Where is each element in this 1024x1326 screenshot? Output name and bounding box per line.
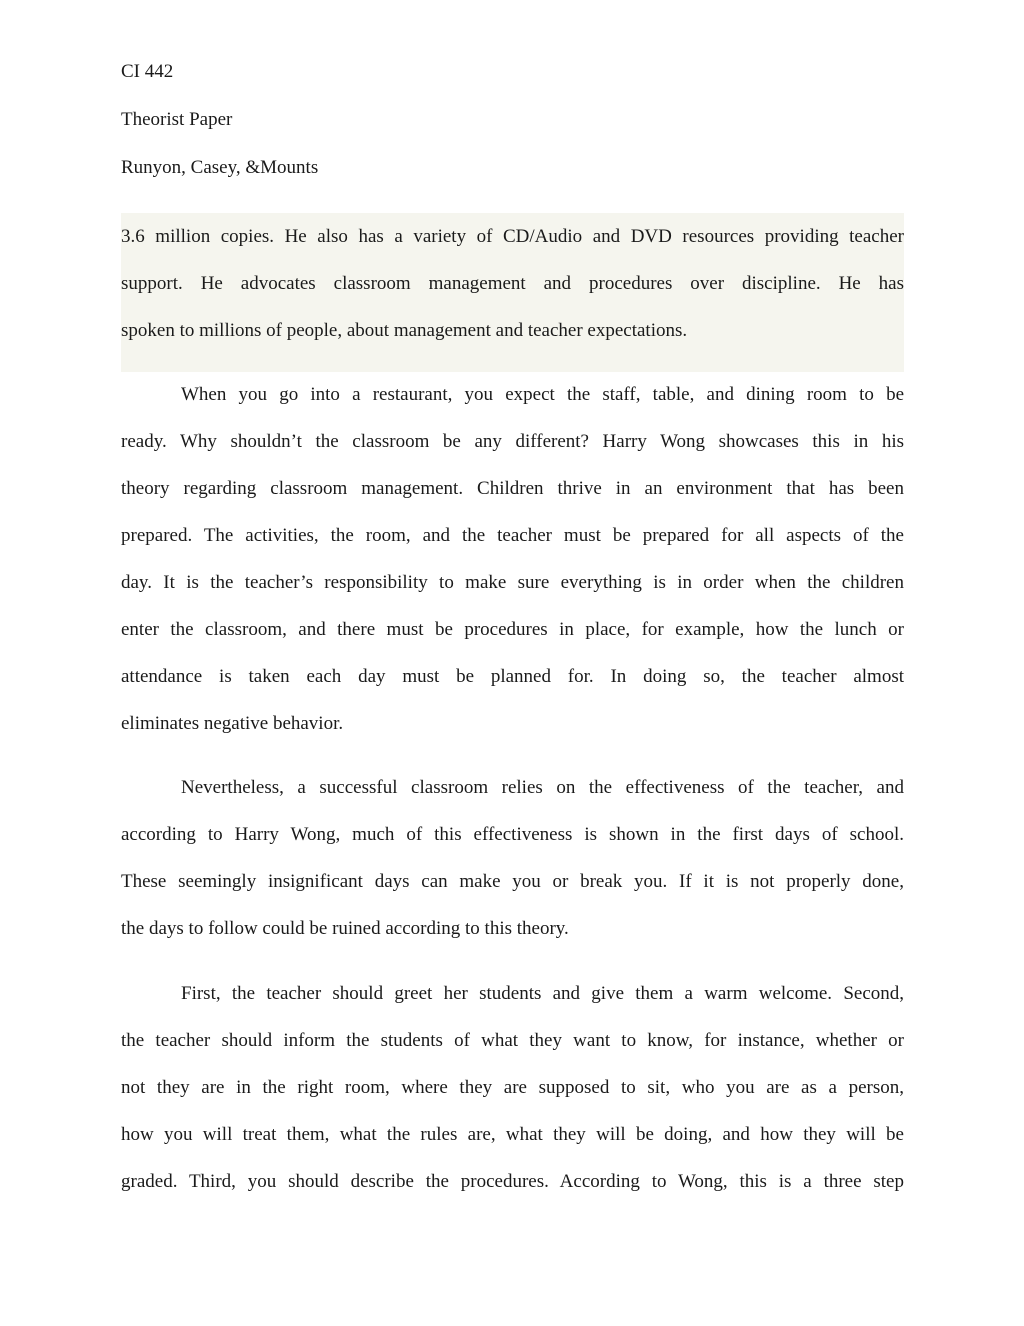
paragraph-1 — [121, 213, 904, 372]
paper-title: Theorist Paper — [121, 109, 233, 130]
paragraph-line: spoken to millions of people, about management and teacher expectations. — [121, 320, 688, 341]
paragraph-line: prepared. The activities, the room, and the teacher must be prepared for all aspects of the — [121, 525, 904, 546]
paragraph-line: When you go into a restaurant, you expect the staff, table, and dining room to be — [181, 384, 904, 405]
paragraph-line: day. It is the teacher’s responsibility to make sure everything is in order when the children — [121, 572, 904, 593]
paragraph-3-text — [121, 764, 904, 952]
paragraph-4-text — [121, 970, 904, 1205]
paragraph-2-text — [121, 371, 904, 747]
paragraph-line: ready. Why shouldn’t the classroom be any different? Harry Wong showcases this in his — [121, 431, 904, 452]
paragraph-line: graded. Third, you should describe the procedures. According to Wong, this is a three step — [121, 1171, 904, 1192]
paragraph-line: according to Harry Wong, much of this effectiveness is shown in the first days of school. — [121, 824, 904, 845]
paragraph-line: Nevertheless, a successful classroom relies on the effectiveness of the teacher, and — [181, 777, 904, 798]
author-names: Runyon, Casey, &Mounts — [121, 157, 319, 178]
paragraph-line: the days to follow could be ruined according to this theory. — [121, 918, 569, 939]
paragraph-line: theory regarding classroom management. Children thrive in an environment that has been — [121, 478, 904, 499]
paragraph-line: enter the classroom, and there must be procedures in place, for example, how the lunch or — [121, 619, 904, 640]
paragraph-line: not they are in the right room, where they are supposed to sit, who you are as a person, — [121, 1077, 904, 1098]
paragraph-line: how you will treat them, what the rules are, what they will be doing, and how they will be — [121, 1124, 904, 1145]
paragraph-line: eliminates negative behavior. — [121, 713, 344, 734]
paragraph-line: These seemingly insignificant days can make you or break you. If it is not properly done, — [121, 871, 904, 892]
paragraph-1-text — [121, 213, 904, 372]
paragraph-4 — [121, 970, 904, 1205]
paragraph-line: First, the teacher should greet her students and give them a warm welcome. Second, — [181, 983, 904, 1004]
paragraph-line: the teacher should inform the students of what they want to know, for instance, whether or — [121, 1030, 904, 1051]
paragraph-line: attendance is taken each day must be planned for. In doing so, the teacher almost — [121, 666, 904, 687]
course-code: CI 442 — [121, 61, 174, 82]
paragraph-2 — [121, 371, 904, 747]
paragraph-line: 3.6 million copies. He also has a variety of CD/Audio and DVD resources providing teacher — [121, 226, 904, 247]
paragraph-line: support. He advocates classroom management and procedures over discipline. He has — [121, 273, 904, 294]
paragraph-3 — [121, 764, 904, 952]
